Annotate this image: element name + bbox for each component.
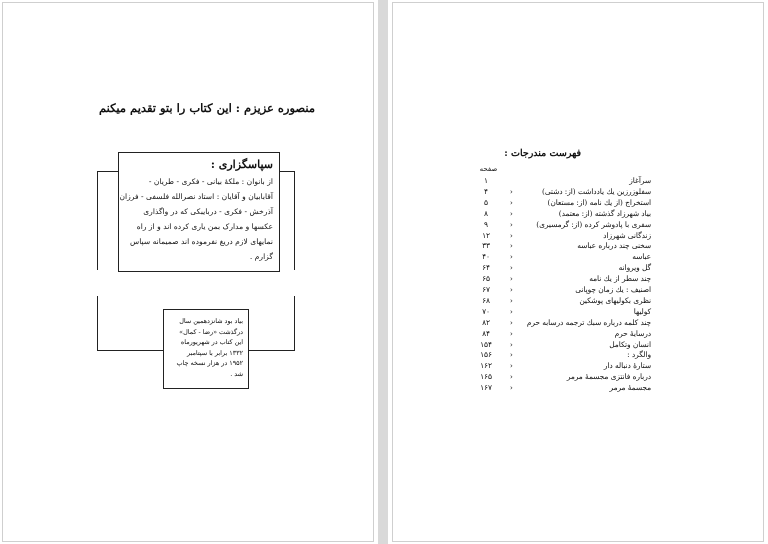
- toc-ditto-marker: ›: [510, 242, 513, 251]
- acknowledgments-line: گزارم .: [249, 252, 273, 261]
- toc-entry-title: کولیها: [633, 306, 651, 316]
- toc-ditto-marker: ›: [510, 253, 513, 262]
- toc-entry-page: ۸۴: [482, 328, 490, 338]
- toc-entry-title: گل ویروانه: [618, 263, 651, 273]
- toc-ditto-marker: ›: [510, 296, 513, 305]
- toc-entry-title: انسان وتکامل: [609, 339, 651, 349]
- toc-ditto-marker: ›: [510, 318, 513, 327]
- toc-entry-title: زندگانی شهرزاد: [603, 230, 651, 240]
- toc-entry-page: ۱۶۲: [480, 361, 492, 371]
- toc-entry-title: درسایهٔ حرم: [614, 328, 651, 338]
- toc-ditto-marker: ›: [510, 373, 513, 382]
- toc-entry: [471, 252, 651, 262]
- toc-entry-title: سفلوزرزین یك یادداشت (از: دشتی): [541, 186, 651, 196]
- toc-entry-title: نظری بکولیهای پوشکین: [579, 295, 651, 305]
- toc-ditto-marker: ›: [510, 209, 513, 218]
- toc-ditto-marker: ›: [510, 275, 513, 284]
- toc-entry-title: چند سطر از یك نامه: [589, 274, 651, 284]
- dedication-text: منصوره عزیزم : این کتاب را بتو تقدیم میکنم: [98, 101, 316, 115]
- toc-entry: [471, 350, 651, 360]
- toc-ditto-marker: ›: [510, 351, 513, 360]
- toc-ditto-marker: ›: [510, 286, 513, 294]
- toc-entry: [471, 329, 651, 339]
- toc-entry-title: مجسمهٔ مرمر: [609, 383, 651, 393]
- toc-entry: [471, 383, 651, 393]
- memorial-box: [163, 309, 249, 389]
- toc-ditto-marker: ›: [510, 362, 513, 371]
- toc-entry-page: ۶۵: [482, 274, 490, 284]
- toc-ditto-marker: ›: [510, 329, 513, 338]
- toc-entry-page: ۶۸: [482, 295, 490, 305]
- toc-entry: [471, 307, 651, 317]
- toc-entry: [471, 361, 651, 371]
- toc-entry-title: ستارهٔ دنباله دار: [603, 361, 651, 371]
- frame-gap-right: [292, 270, 296, 296]
- toc-entry: [471, 372, 651, 382]
- memorial-line: این کتاب در شهریورماه: [180, 338, 243, 346]
- toc-ditto-marker: ›: [510, 198, 513, 207]
- toc-entry-page: ۱۶۵: [480, 372, 492, 382]
- toc-entry-title: درباره فانتزی مجسمهٔ مرمر: [566, 372, 651, 382]
- toc-entry-page: ۱۶۷: [480, 383, 492, 393]
- toc-entry-page: ۹: [484, 219, 488, 229]
- toc-entry-title: عباسه: [632, 252, 651, 262]
- toc-ditto-marker: ›: [510, 231, 513, 240]
- memorial-line: ۱۹۵۲ در هزار نسخه چاپ: [176, 359, 243, 367]
- toc-entry-title: استخراج (از یك نامه (از: مستعان): [547, 197, 651, 207]
- acknowledgments-line: عکسها و مدارک بمن یاری کرده اند و از راه: [136, 222, 273, 231]
- toc-entry-page: ۶۴: [482, 263, 490, 273]
- acknowledgments-line: آقابابیان و آقایان : استاد نصرالله فلسفی - فرزان: [119, 192, 273, 201]
- toc-ditto-marker: ›: [510, 384, 513, 393]
- toc-title: فهرست مندرجات :: [504, 148, 581, 159]
- acknowledgments-line: از بانوان : ملکهٔ بیانی - فکری - طریان -: [148, 177, 273, 186]
- toc-entry: [471, 296, 651, 306]
- toc-entry-title: چند کلمه درباره سبك ترجمه درسابه حرم: [526, 317, 651, 327]
- toc-entry: [471, 318, 651, 328]
- memorial-line: درگذشت «رضا - کمال»: [179, 327, 243, 336]
- acknowledgments-title: سپاسگزاری :: [210, 158, 273, 171]
- toc-entry-title: سفری با پادوشر کرده (از: گرمسیری): [536, 219, 651, 229]
- toc-entry-title: والگرد :: [627, 350, 651, 360]
- acknowledgments-line: نمایهای لازم دریغ نفرموده اند صمیمانه سپاس: [129, 237, 273, 246]
- toc-entry-page: ۴: [484, 186, 488, 196]
- toc-entry: [471, 220, 651, 230]
- toc-entry-page: ۸۲: [482, 317, 490, 327]
- toc-entry: [471, 187, 651, 197]
- memorial-line: بیاد بود شانزدهمین سال: [179, 317, 243, 325]
- toc-ditto-marker: ›: [510, 220, 513, 229]
- toc-ditto-marker: ›: [510, 307, 513, 316]
- toc-ditto-marker: ›: [510, 187, 513, 196]
- toc-entry-title: بیاد شهرزاد گذشته (از: معتمد): [558, 208, 651, 218]
- toc-entry-page: ۱۵۴: [480, 339, 492, 349]
- toc-entry-page: ۵: [484, 197, 488, 207]
- toc-entry: [471, 285, 651, 295]
- toc-entry: [471, 209, 651, 219]
- toc-ditto-marker: ›: [510, 264, 513, 273]
- toc-ditto-marker: ›: [510, 340, 513, 349]
- toc-entry-page: ۱۵۶: [480, 350, 492, 360]
- acknowledgments-box: [118, 152, 280, 272]
- toc-entry-page: ۶۷: [482, 285, 490, 294]
- memorial-line: شد .: [230, 369, 243, 378]
- toc-entry: [471, 340, 651, 350]
- toc-entry-page: ۱: [484, 176, 488, 185]
- toc-entry: [471, 241, 651, 251]
- toc-entry-page: ۷۰: [482, 306, 490, 316]
- toc-entry-page: ۴۰: [482, 252, 490, 262]
- toc-entry: [471, 176, 651, 186]
- toc-entry: [471, 231, 651, 241]
- toc-entry-title: اصنیف : یك زمان چوپانی: [575, 285, 651, 294]
- toc-entry-page: ۸: [484, 208, 488, 218]
- memorial-line: ۱۳۳۲ برابر با سپتامبر: [187, 348, 243, 357]
- toc-entry-page: ۳۳: [482, 241, 490, 251]
- toc-entry: [471, 263, 651, 273]
- toc-page-column-label: صفحه: [479, 165, 498, 173]
- toc-entry-title: سرآغاز: [629, 176, 651, 185]
- toc-entry-page: ۱۲: [482, 230, 490, 240]
- book-gutter: [378, 0, 388, 544]
- acknowledgments-line: آذرخش - فکری - دربایبکی که در واگذاری: [143, 207, 273, 216]
- frame-gap-left: [96, 270, 100, 296]
- toc-entry: [471, 274, 651, 284]
- toc-entry: [471, 198, 651, 208]
- toc-entry-title: سخنی چند درباره عباسه: [577, 241, 651, 251]
